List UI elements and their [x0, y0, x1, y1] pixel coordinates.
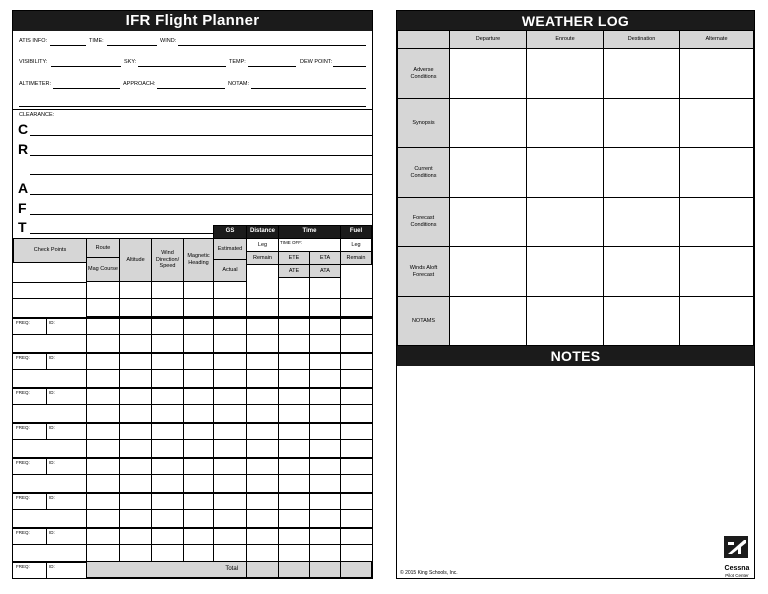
id-label: ID:: [49, 530, 55, 535]
eta-header: ETA: [309, 251, 341, 265]
row-line: [86, 369, 372, 370]
col-line: [86, 282, 87, 578]
sky-field[interactable]: [138, 66, 226, 67]
row-line: [86, 404, 372, 405]
brand-name: Cessna: [724, 565, 750, 572]
planner-title: IFR Flight Planner: [13, 11, 372, 31]
total-fuel[interactable]: [340, 561, 372, 578]
fuel-leg-header: Leg: [340, 238, 372, 252]
distance-leg-header: Leg: [246, 238, 279, 252]
atis-field[interactable]: [50, 45, 86, 46]
distance-remain-header: Remain: [246, 251, 279, 265]
col-enroute: Enroute: [526, 30, 604, 49]
freq-line: [13, 404, 87, 405]
col-alternate: Alternate: [679, 30, 754, 49]
freq-label: FREQ:: [16, 495, 30, 500]
notam-field[interactable]: [251, 88, 366, 89]
notes-area[interactable]: [397, 366, 754, 578]
visibility-label: VISIBILITY:: [19, 59, 48, 65]
brand-sub: Pilot Center: [725, 573, 749, 578]
time-label: TIME:: [89, 38, 104, 44]
craft-letter-c: C: [18, 121, 29, 137]
freq-line: [13, 439, 87, 440]
row-forecast-conditions: Forecast Conditions: [397, 197, 450, 247]
craft-letter-t: T: [18, 219, 27, 235]
check-points-header: Check Points: [13, 238, 87, 263]
id-label: ID:: [49, 355, 55, 360]
visibility-field[interactable]: [51, 66, 121, 67]
section-line: [13, 422, 372, 424]
approach-label: APPROACH:: [123, 81, 156, 87]
time-header: Time: [278, 225, 341, 239]
row-notams: NOTAMS: [397, 296, 450, 346]
freq-line: [13, 369, 87, 370]
ata-header: ATA: [309, 264, 341, 278]
craft-line-a[interactable]: [30, 194, 372, 195]
cessna-logo: [722, 534, 752, 578]
freq-line: [13, 474, 87, 475]
temp-label: TEMP:: [229, 59, 246, 65]
freq-label: FREQ:: [16, 425, 30, 430]
freq-divider: [46, 318, 47, 334]
cessna-logo-icon: [722, 534, 752, 560]
id-label: ID:: [49, 390, 55, 395]
col-line: [340, 265, 341, 578]
col-line: [213, 282, 214, 578]
total-eta[interactable]: [309, 561, 341, 578]
time-off-field[interactable]: [278, 238, 341, 252]
freq-line: [13, 509, 87, 510]
freq-label: FREQ:: [16, 530, 30, 535]
freq-label: FREQ:: [16, 390, 30, 395]
col-line: [278, 278, 279, 578]
freq-divider: [46, 423, 47, 439]
craft-letter-a: A: [18, 180, 29, 196]
gs-actual-header: Actual: [213, 259, 247, 282]
freq-line: [13, 334, 87, 335]
row-line: [86, 439, 372, 440]
notes-title: NOTES: [397, 346, 754, 366]
fuel-header: Fuel: [340, 225, 372, 239]
freq-divider: [46, 458, 47, 474]
weather-log-title: WEATHER LOG: [397, 11, 754, 31]
section-line: [13, 317, 372, 319]
row-line: [86, 334, 372, 335]
dewpoint-field[interactable]: [333, 66, 366, 67]
section-line: [13, 492, 372, 494]
row-line: [86, 298, 372, 299]
distance-header: Distance: [246, 225, 279, 239]
id-label: ID:: [49, 495, 55, 500]
id-label: ID:: [49, 460, 55, 465]
gs-header: GS: [213, 225, 247, 239]
craft-letter-f: F: [18, 200, 27, 216]
gs-estimated-header: Estimated: [213, 238, 247, 260]
altimeter-label: ALTIMETER:: [19, 81, 51, 87]
weather-corner: [397, 30, 450, 49]
total-distance[interactable]: [246, 561, 279, 578]
altimeter-field[interactable]: [53, 88, 120, 89]
total-ete[interactable]: [278, 561, 310, 578]
total-label: Total: [225, 565, 238, 572]
craft-line-c[interactable]: [30, 135, 372, 136]
section-line: [13, 457, 372, 459]
atis-extra-line[interactable]: [19, 106, 366, 107]
ate-header: ATE: [278, 264, 310, 278]
checkpoint-line: [13, 282, 87, 283]
freq-label: FREQ:: [16, 320, 30, 325]
col-line: [119, 282, 120, 561]
craft-line-r[interactable]: [30, 155, 372, 156]
id-label: ID:: [49, 320, 55, 325]
weather-log: [396, 10, 755, 579]
freq-label: FREQ:: [16, 460, 30, 465]
copyright-text: © 2015 King Schools, Inc.: [400, 570, 458, 576]
atis-label: ATIS INFO:: [19, 38, 48, 44]
freq-divider: [46, 493, 47, 509]
approach-field[interactable]: [157, 88, 225, 89]
time-field[interactable]: [107, 45, 157, 46]
col-line: [151, 282, 152, 561]
col-line: [183, 282, 184, 561]
wind-dir-speed-header: Wind Direction/ Speed: [151, 238, 184, 282]
col-destination: Destination: [603, 30, 680, 49]
mag-course-header: Mag Course: [86, 257, 120, 282]
ifr-flight-planner: [12, 10, 373, 579]
temp-field[interactable]: [248, 66, 296, 67]
craft-line-t[interactable]: [30, 233, 213, 234]
clearance-label: CLEARANCE:: [19, 112, 55, 118]
clearance-divider: [13, 109, 372, 110]
sky-label: SKY:: [124, 59, 137, 65]
section-line: [13, 527, 372, 529]
id-label: ID:: [49, 425, 55, 430]
ete-header: ETE: [278, 251, 310, 265]
freq-divider: [46, 353, 47, 369]
time-off-label: TIME OFF:: [280, 240, 303, 245]
row-synopsis: Synopsis: [397, 98, 450, 148]
freq-divider: [46, 528, 47, 544]
freq-label: FREQ:: [16, 564, 30, 569]
col-departure: Departure: [449, 30, 527, 49]
weather-entry-grid[interactable]: [449, 48, 754, 346]
row-adverse-conditions: Adverse Conditions: [397, 48, 450, 99]
route-header: Route: [86, 238, 120, 258]
wind-label: WIND:: [160, 38, 177, 44]
checkpoint-line: [13, 298, 87, 299]
section-line: [13, 352, 372, 354]
total-label-cell: [86, 561, 247, 578]
col-line: [309, 278, 310, 578]
col-line: [246, 282, 247, 578]
row-line: [86, 509, 372, 510]
freq-divider: [46, 562, 47, 578]
notam-label: NOTAM:: [228, 81, 249, 87]
freq-divider: [46, 388, 47, 404]
freq-line: [13, 544, 87, 545]
magnetic-heading-header: Magnetic Heading: [183, 238, 214, 282]
craft-line-f[interactable]: [30, 214, 372, 215]
row-current-conditions: Current Conditions: [397, 147, 450, 198]
row-line: [86, 474, 372, 475]
altitude-header: Altitude: [119, 238, 152, 282]
row-line: [86, 544, 372, 545]
section-line: [13, 387, 372, 389]
freq-label: FREQ:: [16, 355, 30, 360]
craft-letter-r: R: [18, 141, 29, 157]
craft-line-r2[interactable]: [30, 174, 372, 175]
dewpoint-label: DEW POINT:: [300, 59, 333, 65]
id-label: ID:: [49, 564, 55, 569]
fuel-remain-header: Remain: [340, 251, 372, 265]
wind-field[interactable]: [178, 45, 366, 46]
row-winds-aloft-forecast: Winds Aloft Forecast: [397, 246, 450, 297]
